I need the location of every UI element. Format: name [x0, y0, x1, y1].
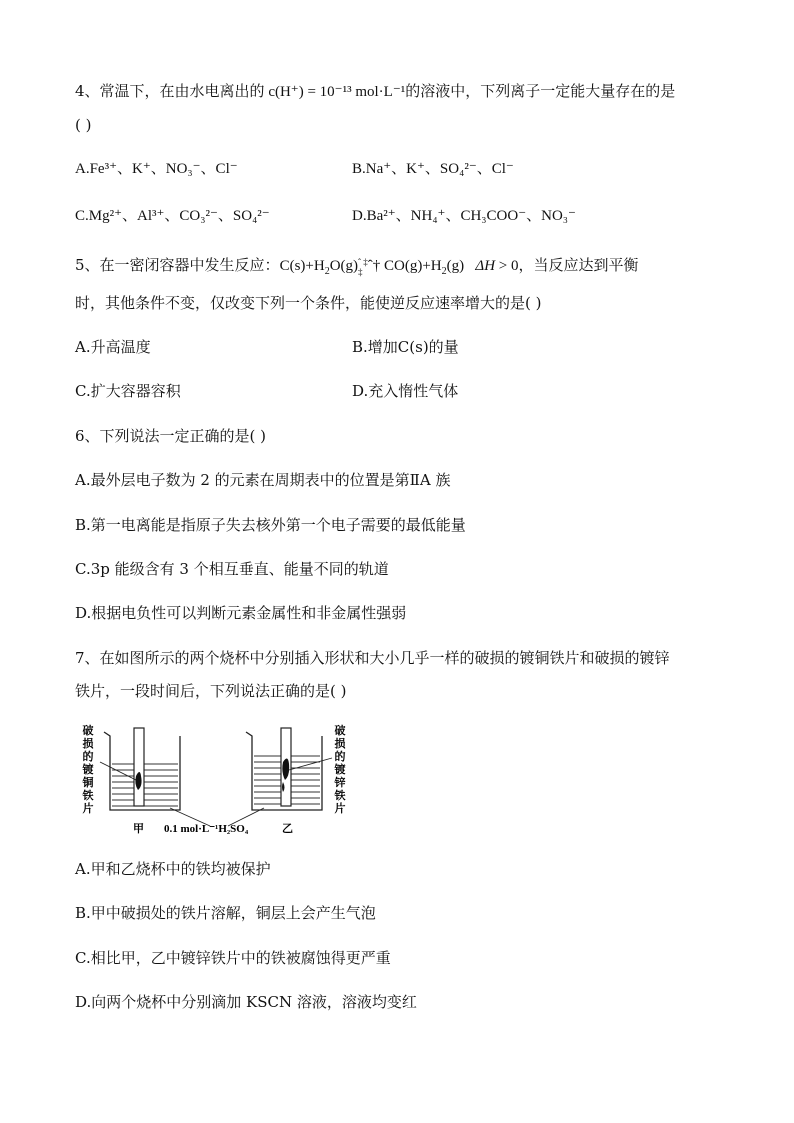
question-5-number: 5、: [75, 256, 100, 274]
question-5-equation: $C(s)+H_2O(g)$ ˆ ‡ ‡ ˆ† $CO(g)+H_2(g) \Delta H > 0$: [279, 256, 519, 277]
beaker-right: [246, 728, 332, 810]
solution-label: 0.1 mol·L⁻¹H₂SO₄: [164, 823, 249, 835]
beaker-left-label: 甲: [133, 822, 144, 835]
question-7-stem-b: 铁片，一段时间后，下列说法正确的是( ): [75, 682, 347, 700]
question-4-number: 4、: [75, 82, 100, 100]
beaker-right-label: 乙: [282, 822, 293, 835]
question-7-number: 7、: [75, 649, 100, 667]
q4-option-d[interactable]: D.Ba²⁺、NH₄⁺、CH₃COO⁻、NO₃⁻: [352, 208, 576, 224]
question-4-formula: [265, 84, 406, 100]
question-4-text-b: 的溶液中，下列离子一定能大量存在的是: [405, 82, 676, 100]
question-5-stem: [75, 254, 639, 277]
question-6-number: 6、: [75, 427, 100, 445]
question-7-stem: [75, 647, 670, 669]
q4-option-c[interactable]: C.Mg²⁺、Al³⁺、CO₃²⁻、SO₄²⁻: [75, 208, 270, 224]
question-5-stem-c: 时，其他条件不变，仅改变下列一个条件，能使逆反应速率增大的是( ): [75, 294, 542, 312]
question-5-text-b: ，当反应达到平衡: [518, 256, 639, 274]
q6-option-a[interactable]: A.最外层电子数为 2 的元素在周期表中的位置是第ⅡA 族: [75, 471, 451, 489]
question-4-formula-text: c(H⁺) = 10⁻¹³ mol·L⁻¹: [268, 84, 406, 100]
q6-option-b[interactable]: B.第一电离能是指原子失去核外第一个电子需要的最低能量: [75, 516, 466, 534]
beaker-left: [100, 728, 180, 810]
q7-option-c[interactable]: C.相比甲，乙中镀锌铁片中的铁被腐蚀得更严重: [75, 949, 391, 967]
question-5-text-a: 在一密闭容器中发生反应：: [99, 256, 280, 274]
question-6-text: 下列说法一定正确的是( ): [99, 427, 267, 445]
q5-option-b[interactable]: B.增加C(s)的量: [352, 338, 459, 356]
q6-option-d[interactable]: D.根据电负性可以判断元素金属性和非金属性强弱: [75, 604, 407, 622]
q5-option-a[interactable]: A.升高温度: [75, 338, 151, 356]
q4-option-a[interactable]: A.Fe³⁺、K⁺、NO₃⁻、Cl⁻: [75, 161, 238, 177]
q4-option-b[interactable]: B.Na⁺、K⁺、SO₄²⁻、Cl⁻: [352, 161, 514, 177]
beaker-figure: [78, 722, 358, 837]
left-plate-label: 破损的镀铜铁片: [82, 724, 94, 815]
right-plate-label: 破损的镀锌铁片: [334, 724, 346, 815]
question-4-text-a: 常温下，在由水电离出的: [99, 82, 265, 100]
question-4-stem: [75, 80, 675, 103]
q6-option-c[interactable]: C.3p 能级含有 3 个相互垂直、能量不同的轨道: [75, 560, 389, 578]
question-7-text-a: 在如图所示的两个烧杯中分别插入形状和大小几乎一样的破损的镀铜铁片和破损的镀锌: [99, 649, 670, 667]
q7-option-a[interactable]: A.甲和乙烧杯中的铁均被保护: [75, 860, 271, 878]
left-iron-plate: [134, 728, 144, 806]
question-6-stem: [75, 425, 266, 447]
q7-option-b[interactable]: B.甲中破损处的铁片溶解，铜层上会产生气泡: [75, 904, 376, 922]
q7-option-d[interactable]: D.向两个烧杯中分别滴加 KSCN 溶液，溶液均变红: [75, 993, 417, 1011]
q5-option-c[interactable]: C.扩大容器容积: [75, 382, 181, 400]
question-4-bracket: ( ): [75, 116, 92, 134]
q5-option-d[interactable]: D.充入惰性气体: [352, 382, 459, 400]
